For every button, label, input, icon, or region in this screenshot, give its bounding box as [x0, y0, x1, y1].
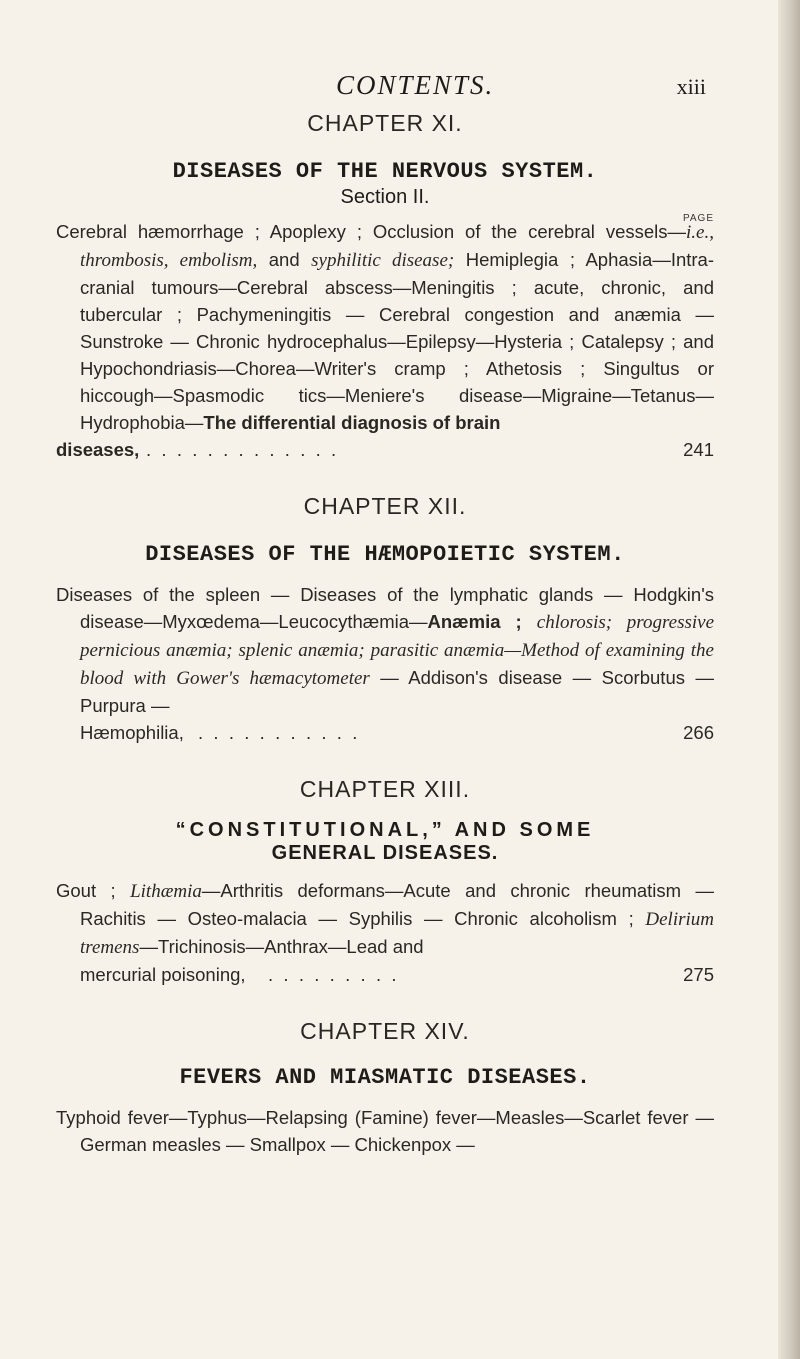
chapter-xi	[56, 110, 714, 463]
chapter-entries: Gout ; Lithæmia—Arthritis deformans—Acute and chronic rheumatism — Rachitis — Osteo-malacia — Syphilis — Chronic alcoholism ; Delirium tremens—Trichinosis—Anthrax—Lead and	[56, 880, 714, 958]
chapter-xiv	[56, 1018, 714, 1158]
chapter-heading: FEVERS AND MIASMATIC DISEASES.	[179, 1065, 591, 1090]
dot-leader: . . . . . . . . . . .	[198, 722, 358, 743]
dot-leader: . . . . . . . . . . . . .	[146, 439, 337, 460]
page-number: 241	[683, 439, 714, 460]
chapter-heading-line-2: GENERAL DISEASES.	[271, 842, 499, 864]
entry-final-text: Hæmophilia,	[80, 722, 184, 743]
chapter-number: CHAPTER XII.	[303, 493, 467, 519]
entry-final-text: mercurial poisoning,	[80, 964, 246, 985]
page-folio: xiii	[676, 74, 706, 99]
section-label: Section II.	[340, 186, 430, 208]
page-gutter	[778, 0, 800, 1359]
chapter-entries: Typhoid fever—Typhus—Relapsing (Famine) fever—Measles—Scarlet fever — German measles — Smallpox — Chickenpox —	[56, 1107, 714, 1155]
chapter-number: CHAPTER XIV.	[300, 1018, 470, 1044]
chapter-number: CHAPTER XIII.	[299, 776, 471, 802]
page-column-label: PAGE	[682, 213, 714, 224]
chapter-heading-line-1: “CONSTITUTIONAL,” AND SOME	[175, 819, 595, 841]
running-head-title: CONTENTS.	[336, 70, 495, 100]
chapter-xiii	[56, 776, 714, 988]
chapter-entries: Cerebral hæmorrhage ; Apoplexy ; Occlusion of the cerebral vessels—i.e., thrombosis, embolism, and syphilitic disease; Hemiplegia ; Aphasia—Intra-cranial tumours—Cerebral abscess—Meningitis ; acute, chronic, and tubercular ; Pachymeningitis — Cerebral congestion and anæmia — Sunstroke — Chronic hydrocephalus—Epilepsy—Hysteria ; Catalepsy ; and Hypochondriasis—Chorea—Writer's cramp ; Athetosis ; Singultus or hiccough—Spasmodic tics—Meniere's disease—Migraine—Tetanus—Hydrophobia—The differential diagnosis of brain	[56, 221, 714, 433]
entry-leader-line	[56, 436, 714, 463]
chapter-heading: DISEASES OF THE HÆMOPOIETIC SYSTEM.	[145, 542, 625, 567]
entry-leader-line	[56, 961, 714, 988]
chapter-number: CHAPTER XI.	[307, 110, 463, 136]
chapter-xii	[56, 493, 714, 746]
entry-leader-line	[56, 719, 714, 746]
entry-final-text: diseases,	[56, 439, 140, 460]
page-number: 266	[683, 722, 714, 743]
contents-list	[56, 110, 714, 1192]
chapter-entries: Diseases of the spleen — Diseases of the lymphatic glands — Hodgkin's disease—Myxœdema—Leucocythæmia—Anæmia ; chlorosis; progressive pernicious anæmia; splenic anæmia; parasitic anæmia—Method of examining the blood with Gower's hæmacytometer — Addison's disease — Scorbutus — Purpura —	[56, 584, 715, 716]
chapter-heading: DISEASES OF THE NERVOUS SYSTEM.	[172, 159, 598, 184]
page-number: 275	[683, 964, 714, 985]
dot-leader: . . . . . . . . .	[268, 964, 397, 985]
